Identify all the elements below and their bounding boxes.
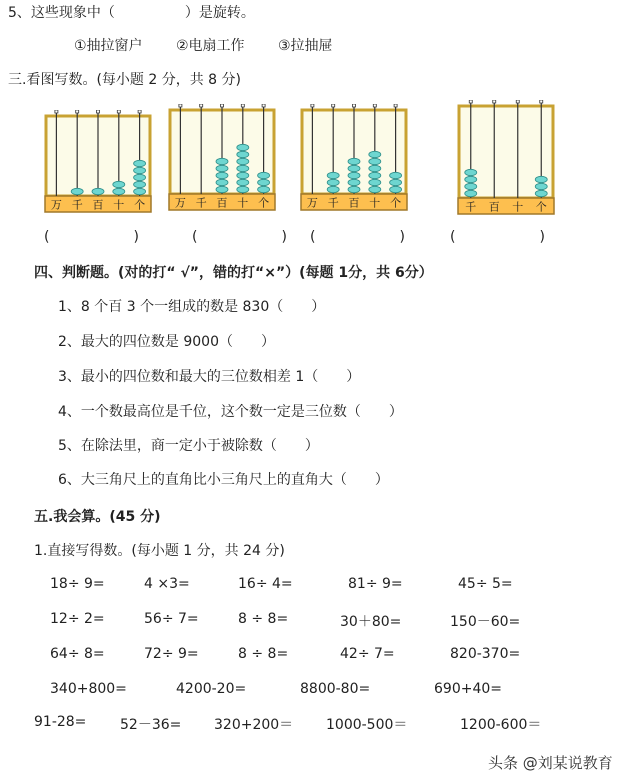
- abacus-bead: [327, 172, 339, 178]
- abacus-3: [300, 104, 408, 212]
- abacus-bead: [465, 183, 477, 189]
- abacus-rod-cap: [55, 110, 58, 113]
- calc-item: 8 ÷ 8=: [238, 646, 289, 662]
- abacus-bead: [465, 176, 477, 182]
- calc-item: 91-28=: [34, 714, 87, 730]
- abacus-bead: [134, 181, 146, 187]
- abacus-bead: [369, 179, 381, 185]
- abacus-bead: [258, 179, 270, 185]
- abacus-rod-cap: [353, 104, 356, 107]
- abacus-bead: [348, 158, 360, 164]
- abacus-place-label: 万: [306, 196, 318, 210]
- abacus-bead: [113, 181, 125, 187]
- calc-item: 64÷ 8=: [50, 646, 105, 662]
- abacus-place-label: 十: [512, 200, 524, 214]
- calc-item: 340+800=: [50, 681, 127, 697]
- abacus-bead: [535, 183, 547, 189]
- abacus-place-label: 个: [258, 196, 270, 210]
- calc-item: 16÷ 4=: [238, 576, 293, 592]
- section-4-title: 四、判断题。(对的打“ √”，错的打“×”）(每题 1分，共 6分）: [34, 265, 433, 281]
- calc-item: 18÷ 9=: [50, 576, 105, 592]
- abacus-bead: [134, 188, 146, 194]
- abacus-bead: [134, 174, 146, 180]
- judge-item: 5、在除法里，商一定小于被除数（ ）: [58, 438, 319, 454]
- answer-blank-4: ( ): [450, 229, 545, 245]
- calc-item: 30＋80=: [340, 614, 402, 630]
- abacus-bead: [348, 179, 360, 185]
- abacus-bead: [369, 158, 381, 164]
- abacus-bead: [237, 151, 249, 157]
- abacus-place-label: 百: [92, 198, 104, 212]
- calc-item: 45÷ 5=: [458, 576, 513, 592]
- q5-option-3: ③拉抽屉: [278, 38, 333, 54]
- abacus-bead: [216, 186, 228, 192]
- abacus-bead: [369, 186, 381, 192]
- section-5-title: 五.我会算。(45 分): [34, 509, 161, 525]
- abacus-bead: [258, 186, 270, 192]
- calc-item: 4 ×3=: [144, 576, 190, 592]
- answer-blank-3: ( ): [310, 229, 405, 245]
- abacus-rod-cap: [221, 104, 224, 107]
- abacus-bead: [134, 160, 146, 166]
- sub-1-title: 1.直接写得数。(每小题 1 分，共 24 分): [34, 543, 285, 559]
- abacus-rod-cap: [394, 104, 397, 107]
- question-5: 5、这些现象中（ ）是旋转。: [8, 5, 255, 21]
- abacus-bead: [390, 186, 402, 192]
- abacus-place-label: 百: [488, 200, 500, 214]
- calc-item: 150－60=: [450, 614, 521, 630]
- answer-blank-2: ( ): [192, 229, 287, 245]
- abacus-bead: [348, 186, 360, 192]
- calc-item: 8 ÷ 8=: [238, 611, 289, 627]
- abacus-bead: [465, 190, 477, 196]
- abacus-place-label: 千: [195, 196, 207, 210]
- abacus-rod-cap: [200, 104, 203, 107]
- abacus-rod-cap: [76, 110, 79, 113]
- abacus-4: [457, 100, 555, 216]
- calc-item: 820-370=: [450, 646, 521, 662]
- abacus-bead: [216, 158, 228, 164]
- abacus-rod-cap: [262, 104, 265, 107]
- abacus-place-label: 万: [174, 196, 186, 210]
- abacus-rod-cap: [117, 110, 120, 113]
- abacus-bead: [327, 179, 339, 185]
- abacus-place-label: 万: [50, 198, 62, 212]
- calc-item: 72÷ 9=: [144, 646, 199, 662]
- abacus-bead: [369, 165, 381, 171]
- q5-option-1: ①抽拉窗户: [74, 38, 143, 54]
- abacus-place-label: 十: [369, 196, 381, 210]
- abacus-bead: [92, 188, 104, 194]
- abacus-bead: [237, 186, 249, 192]
- calc-item: 8800-80=: [300, 681, 371, 697]
- abacus-rod-cap: [138, 110, 141, 113]
- calc-item: 56÷ 7=: [144, 611, 199, 627]
- abacus-bead: [216, 172, 228, 178]
- abacus-bead: [390, 179, 402, 185]
- abacus-place-label: 十: [113, 198, 125, 212]
- abacus-place-label: 个: [134, 198, 146, 212]
- calc-item: 4200-20=: [176, 681, 247, 697]
- abacus-bead: [348, 172, 360, 178]
- judge-item: 3、最小的四位数和最大的三位数相差 1（ ）: [58, 369, 361, 385]
- abacus-bead: [216, 165, 228, 171]
- abacus-place-label: 个: [535, 200, 547, 214]
- abacus-rod-cap: [516, 100, 519, 103]
- abacus-place-label: 个: [390, 196, 402, 210]
- abacus-place-label: 百: [216, 196, 228, 210]
- abacus-bead: [237, 158, 249, 164]
- abacus-rod-cap: [373, 104, 376, 107]
- abacus-rod-cap: [540, 100, 543, 103]
- abacus-rod-cap: [493, 100, 496, 103]
- abacus-bead: [258, 172, 270, 178]
- abacus-bead: [237, 172, 249, 178]
- abacus-place-label: 百: [348, 196, 360, 210]
- section-3-title: 三.看图写数。(每小题 2 分，共 8 分): [8, 72, 241, 88]
- abacus-2: [168, 104, 276, 212]
- abacus-bead: [237, 165, 249, 171]
- abacus-bead: [71, 188, 83, 194]
- calc-item: 1000-500＝: [326, 717, 408, 733]
- abacus-bead: [369, 151, 381, 157]
- calc-item: 320+200＝: [214, 717, 294, 733]
- abacus-rod-cap: [241, 104, 244, 107]
- abacus-bead: [237, 144, 249, 150]
- abacus-bead: [348, 165, 360, 171]
- abacus-rod-cap: [332, 104, 335, 107]
- calc-item: 12÷ 2=: [50, 611, 105, 627]
- q5-option-2: ②电扇工作: [176, 38, 245, 54]
- abacus-place-label: 千: [327, 196, 339, 210]
- abacus-place-label: 千: [465, 200, 477, 214]
- judge-item: 6、大三角尺上的直角比小三角尺上的直角大（ ）: [58, 472, 389, 488]
- abacus-bead: [535, 176, 547, 182]
- abacus-bead: [327, 186, 339, 192]
- abacus-bead: [390, 172, 402, 178]
- calc-item: 52－36=: [120, 717, 182, 733]
- calc-item: 690+40=: [434, 681, 502, 697]
- abacus-bead: [134, 167, 146, 173]
- abacus-rod-cap: [179, 104, 182, 107]
- answer-blank-1: ( ): [44, 229, 139, 245]
- abacus-rod-cap: [469, 100, 472, 103]
- calc-item: 42÷ 7=: [340, 646, 395, 662]
- abacus-place-label: 千: [71, 198, 83, 212]
- abacus-bead: [369, 172, 381, 178]
- judge-item: 4、一个数最高位是千位，这个数一定是三位数（ ）: [58, 404, 403, 420]
- abacus-rod-cap: [311, 104, 314, 107]
- calc-item: 81÷ 9=: [348, 576, 403, 592]
- judge-item: 1、8 个百 3 个一组成的数是 830（ ）: [58, 299, 326, 315]
- abacus-place-label: 十: [237, 196, 249, 210]
- abacus-bead: [465, 169, 477, 175]
- abacus-bead: [113, 188, 125, 194]
- abacus-rod-cap: [97, 110, 100, 113]
- watermark: 头条 @刘某说教育: [488, 754, 613, 772]
- abacus-bead: [216, 179, 228, 185]
- calc-item: 1200-600＝: [460, 717, 542, 733]
- judge-item: 2、最大的四位数是 9000（ ）: [58, 334, 275, 350]
- abacus-bead: [535, 190, 547, 196]
- abacus-bead: [237, 179, 249, 185]
- abacus-1: [44, 110, 152, 214]
